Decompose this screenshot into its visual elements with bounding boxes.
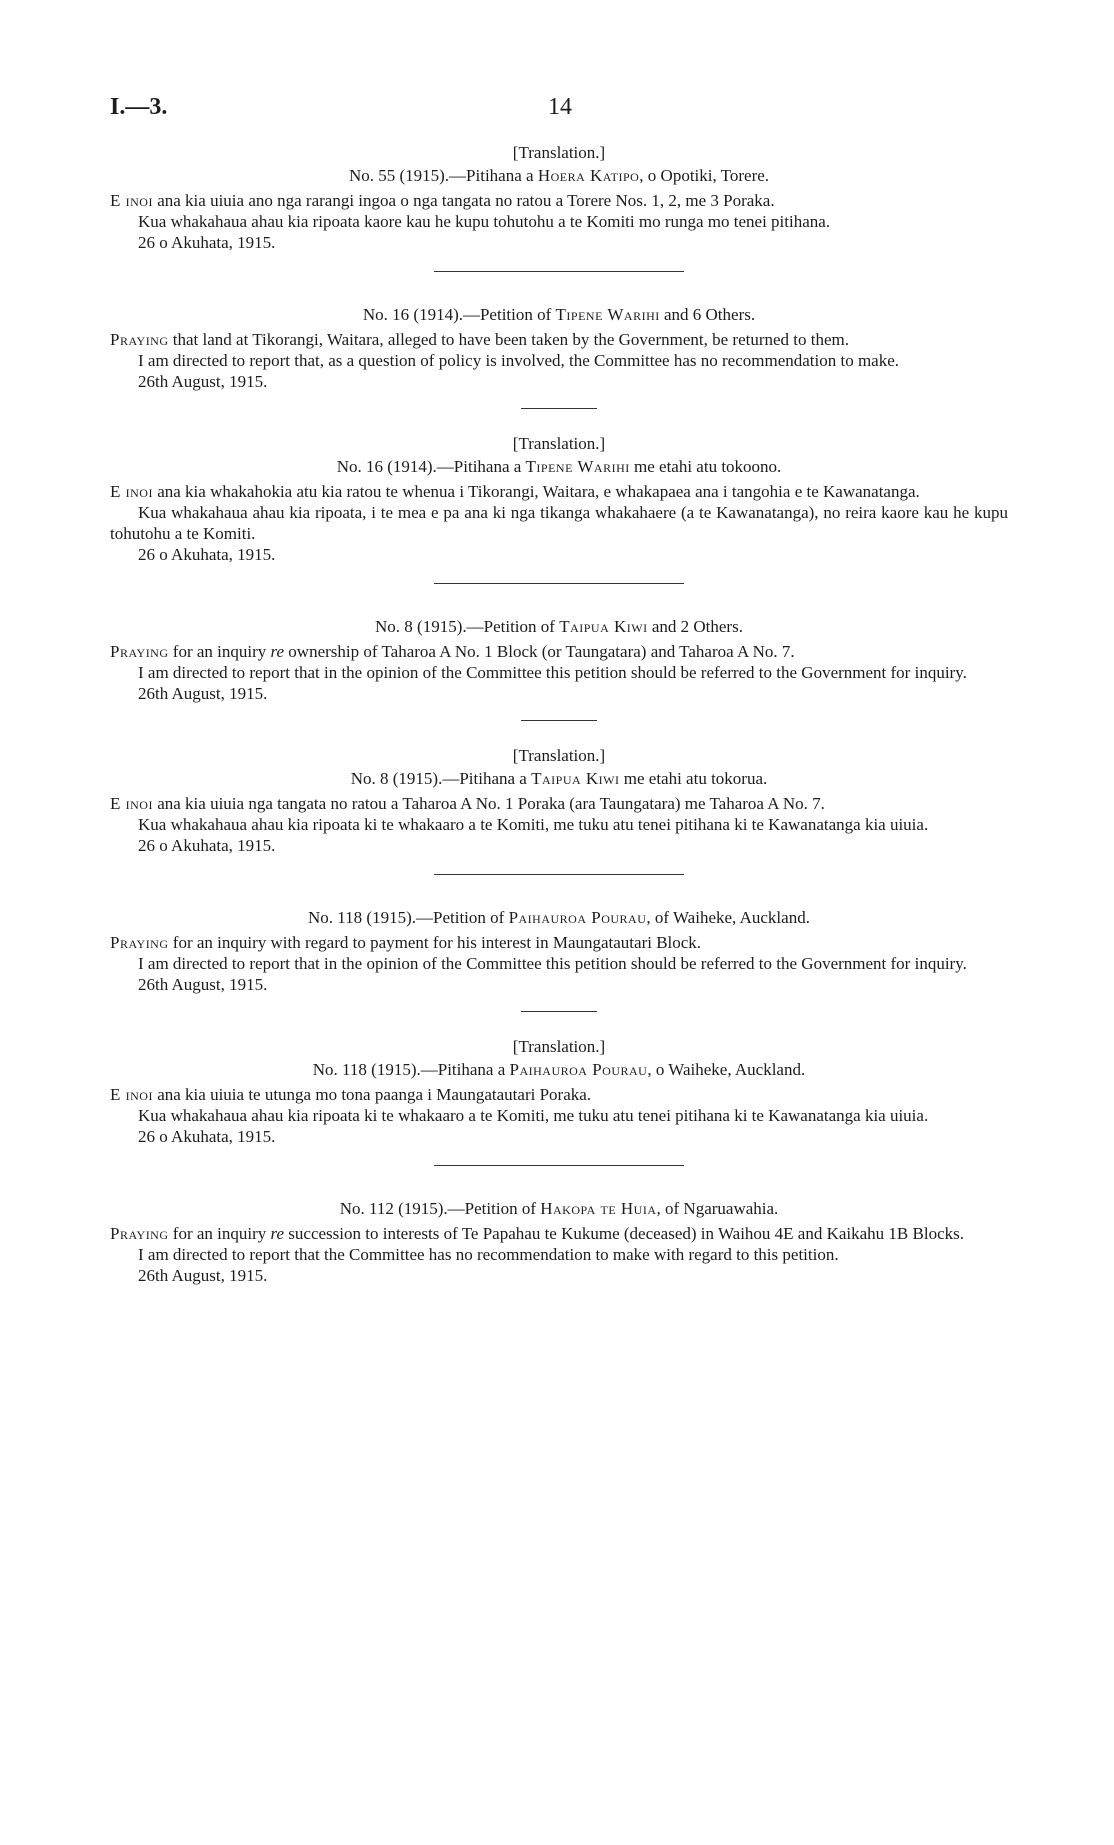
committee-report: I am directed to report that in the opinion of the Committee this petition should be referred to the Government for inquiry. [138,954,967,973]
paper-reference: I.—3. [110,94,168,120]
petition-entry [110,745,1008,856]
petition-prayer: Praying that land at Tikorangi, Waitara, alleged to have been taken by the Government, be returned to them. [110,330,850,349]
committee-report: Kua whakahaua ahau kia ripoata, i te mea e pa ana ki nga tikanga whakahaere (a te Kawanatanga), no reira kaore kau he kupu tohutohu a te Komiti. [110,503,1008,543]
report-date: 26 o Akuhata, 1915. [138,1127,276,1146]
translation-divider [521,720,597,721]
translation-tag: [Translation.] [512,1037,606,1056]
translation-tag: [Translation.] [512,143,606,162]
report-date: 26th August, 1915. [138,975,268,994]
petition-title: No. 8 (1915).—Pitihana a Taipua Kiwi me etahi atu tokorua. [350,769,768,788]
petition-prayer: E inoi ana kia whakahokia atu kia ratou te whenua i Tikorangi, Waitara, e whakapaea ana i tangohia e te Kawanatanga. [110,482,920,501]
petitioner-name: Taipua Kiwi [559,617,648,636]
petitioner-name: Tipene Warihi [525,457,630,476]
petition-prayer: E inoi ana kia uiuia ano nga rarangi ingoa o nga tangata no ratou a Torere Nos. 1, 2, me 3 Poraka. [110,191,775,210]
committee-report: I am directed to report that the Committee has no recommendation to make with regard to this petition. [138,1245,839,1264]
committee-report: Kua whakahaua ahau kia ripoata ki te whakaaro a te Komiti, me tuku atu tenei pitihana ki te Kawanatanga kia uiuia. [138,1106,929,1125]
report-date: 26 o Akuhata, 1915. [138,836,276,855]
section-divider [434,271,684,272]
petition-title: No. 118 (1915).—Pitihana a Paihauroa Pourau, o Waiheke, Auckland. [312,1060,806,1079]
petitioner-name: Hoera Katipo [537,166,640,185]
petitioner-name: Paihauroa Pourau [509,1060,648,1079]
petition-entry [110,1036,1008,1147]
committee-report: I am directed to report that, as a question of policy is involved, the Committee has no recommendation to make. [138,351,900,370]
petition-prayer: Praying for an inquiry with regard to payment for his interest in Maungatautari Block. [110,933,702,952]
section-divider [434,583,684,584]
petition-prayer: Praying for an inquiry re ownership of Taharoa A No. 1 Block (or Taungatara) and Taharoa A No. 7. [110,642,795,661]
petitioner-name: Paihauroa Pourau [508,908,647,927]
committee-report: I am directed to report that in the opinion of the Committee this petition should be referred to the Government for inquiry. [138,663,967,682]
translation-tag: [Translation.] [512,434,606,453]
report-date: 26th August, 1915. [138,372,268,391]
petition-title: No. 112 (1915).—Petition of Hakopa te Huia, of Ngaruawahia. [339,1199,779,1218]
petition-entry [110,907,1008,995]
committee-report: Kua whakahaua ahau kia ripoata ki te whakaaro a te Komiti, me tuku atu tenei pitihana ki te Kawanatanga kia uiuia. [138,815,929,834]
petition-entry [110,142,1008,253]
petition-title: No. 8 (1915).—Petition of Taipua Kiwi and 2 Others. [375,617,743,636]
petition-prayer: E inoi ana kia uiuia nga tangata no ratou a Taharoa A No. 1 Poraka (ara Taungatara) me Taharoa A No. 7. [110,794,825,813]
petition-entry [110,616,1008,704]
petition-title: No. 16 (1914).—Pitihana a Tipene Warihi me etahi atu tokoono. [336,457,782,476]
report-date: 26 o Akuhata, 1915. [138,233,276,252]
translation-tag: [Translation.] [512,746,606,765]
committee-report: Kua whakahaua ahau kia ripoata kaore kau he kupu tohutohu a te Komiti mo runga mo tenei pitihana. [138,212,831,231]
petition-entry [110,1198,1008,1286]
translation-divider [521,408,597,409]
petition-entry [110,433,1008,565]
section-divider [434,874,684,875]
petitioner-name: Hakopa te Huia [540,1199,657,1218]
translation-divider [521,1011,597,1012]
petition-title: No. 118 (1915).—Petition of Paihauroa Pourau, of Waiheke, Auckland. [308,908,810,927]
page-header [0,94,1114,128]
petition-entry [110,304,1008,392]
document-body [110,142,1008,1286]
page-number: 14 [548,94,572,120]
report-date: 26th August, 1915. [138,684,268,703]
petition-prayer: E inoi ana kia uiuia te utunga mo tona paanga i Maungatautari Poraka. [110,1085,592,1104]
section-divider [434,1165,684,1166]
petition-prayer: Praying for an inquiry re succession to interests of Te Papahau te Kukume (deceased) in Waihou 4E and Kaikahu 1B Blocks. [110,1224,964,1243]
report-date: 26 o Akuhata, 1915. [138,545,276,564]
petitioner-name: Tipene Warihi [555,305,660,324]
petition-title: No. 55 (1915).—Pitihana a Hoera Katipo, o Opotiki, Torere. [348,166,770,185]
petitioner-name: Taipua Kiwi [531,769,620,788]
report-date: 26th August, 1915. [138,1266,268,1285]
petition-title: No. 16 (1914).—Petition of Tipene Warihi and 6 Others. [362,305,756,324]
